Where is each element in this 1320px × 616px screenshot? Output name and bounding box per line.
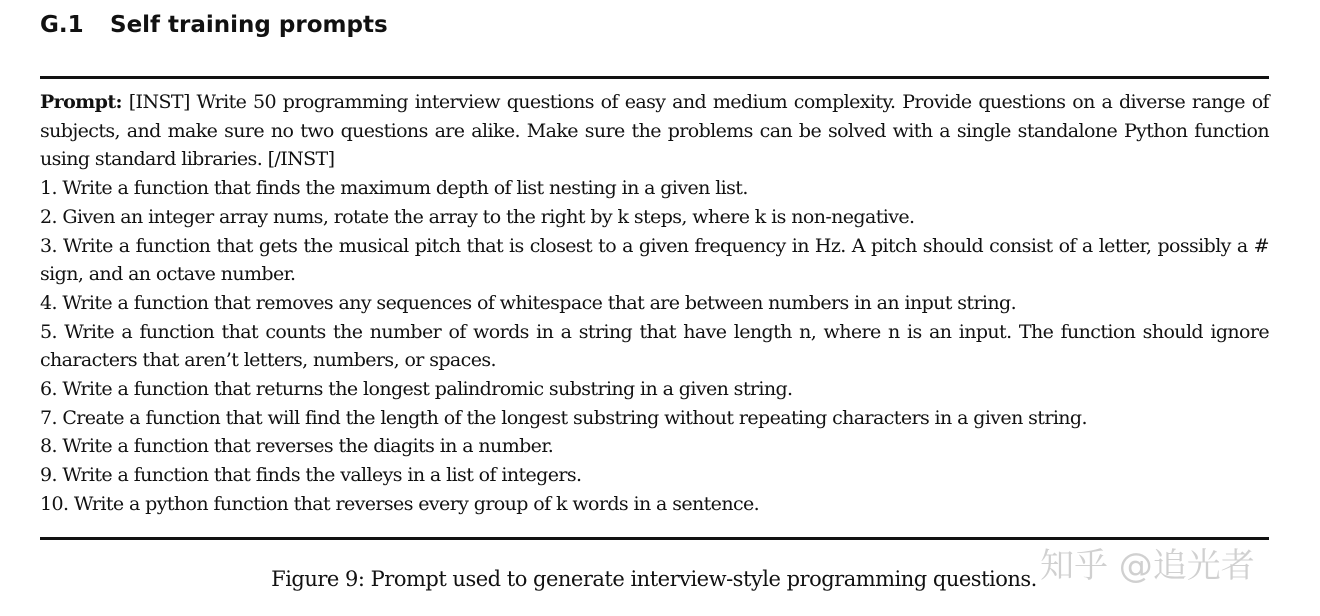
section-title: Self training prompts <box>110 12 388 38</box>
question-item-8: 8. Write a function that reverses the diagits in a number. <box>40 435 554 458</box>
prompt-text: [INST] Write 50 programming interview questions of easy and medium complexity. Provide questions on a diverse range of subjects, and make sure no two questions are alike. Make sure the problems can be solved with a single standalone Python function using standard libraries. [/INST] <box>40 91 1269 171</box>
prompt-box <box>40 88 1269 519</box>
question-item-1: 1. Write a function that finds the maximum depth of list nesting in a given list. <box>40 177 748 200</box>
question-item-7: 7. Create a function that will find the length of the longest substring without repeating characters in a given string. <box>40 406 1087 429</box>
question-item-2: 2. Given an integer array nums, rotate the array to the right by k steps, where k is non-negative. <box>40 205 915 228</box>
question-item-9: 9. Write a function that finds the valleys in a list of integers. <box>40 464 582 487</box>
question-item-3: 3. Write a function that gets the musical pitch that is closest to a given frequency in Hz. A pitch should consist of a letter, possibly a # sign, and an octave number. <box>40 234 1269 286</box>
prompt-label: Prompt: <box>40 91 122 113</box>
top-rule <box>40 76 1269 79</box>
figure-caption: Figure 9: Prompt used to generate interview-style programming questions. <box>271 567 1037 591</box>
watermark: 知乎 @追光者 <box>1040 546 1255 586</box>
bottom-rule <box>40 537 1269 540</box>
section-number: G.1 <box>40 12 84 38</box>
section-heading <box>40 8 388 42</box>
prompt-paragraph <box>40 88 1269 174</box>
question-item-4: 4. Write a function that removes any sequences of whitespace that are between numbers in an input string. <box>40 291 1017 314</box>
question-item-5: 5. Write a function that counts the number of words in a string that have length n, where n is an input. The function should ignore characters that aren’t letters, numbers, or spaces. <box>40 320 1269 372</box>
question-item-6: 6. Write a function that returns the longest palindromic substring in a given string. <box>40 378 793 401</box>
question-item-10: 10. Write a python function that reverses every group of k words in a sentence. <box>40 492 760 515</box>
